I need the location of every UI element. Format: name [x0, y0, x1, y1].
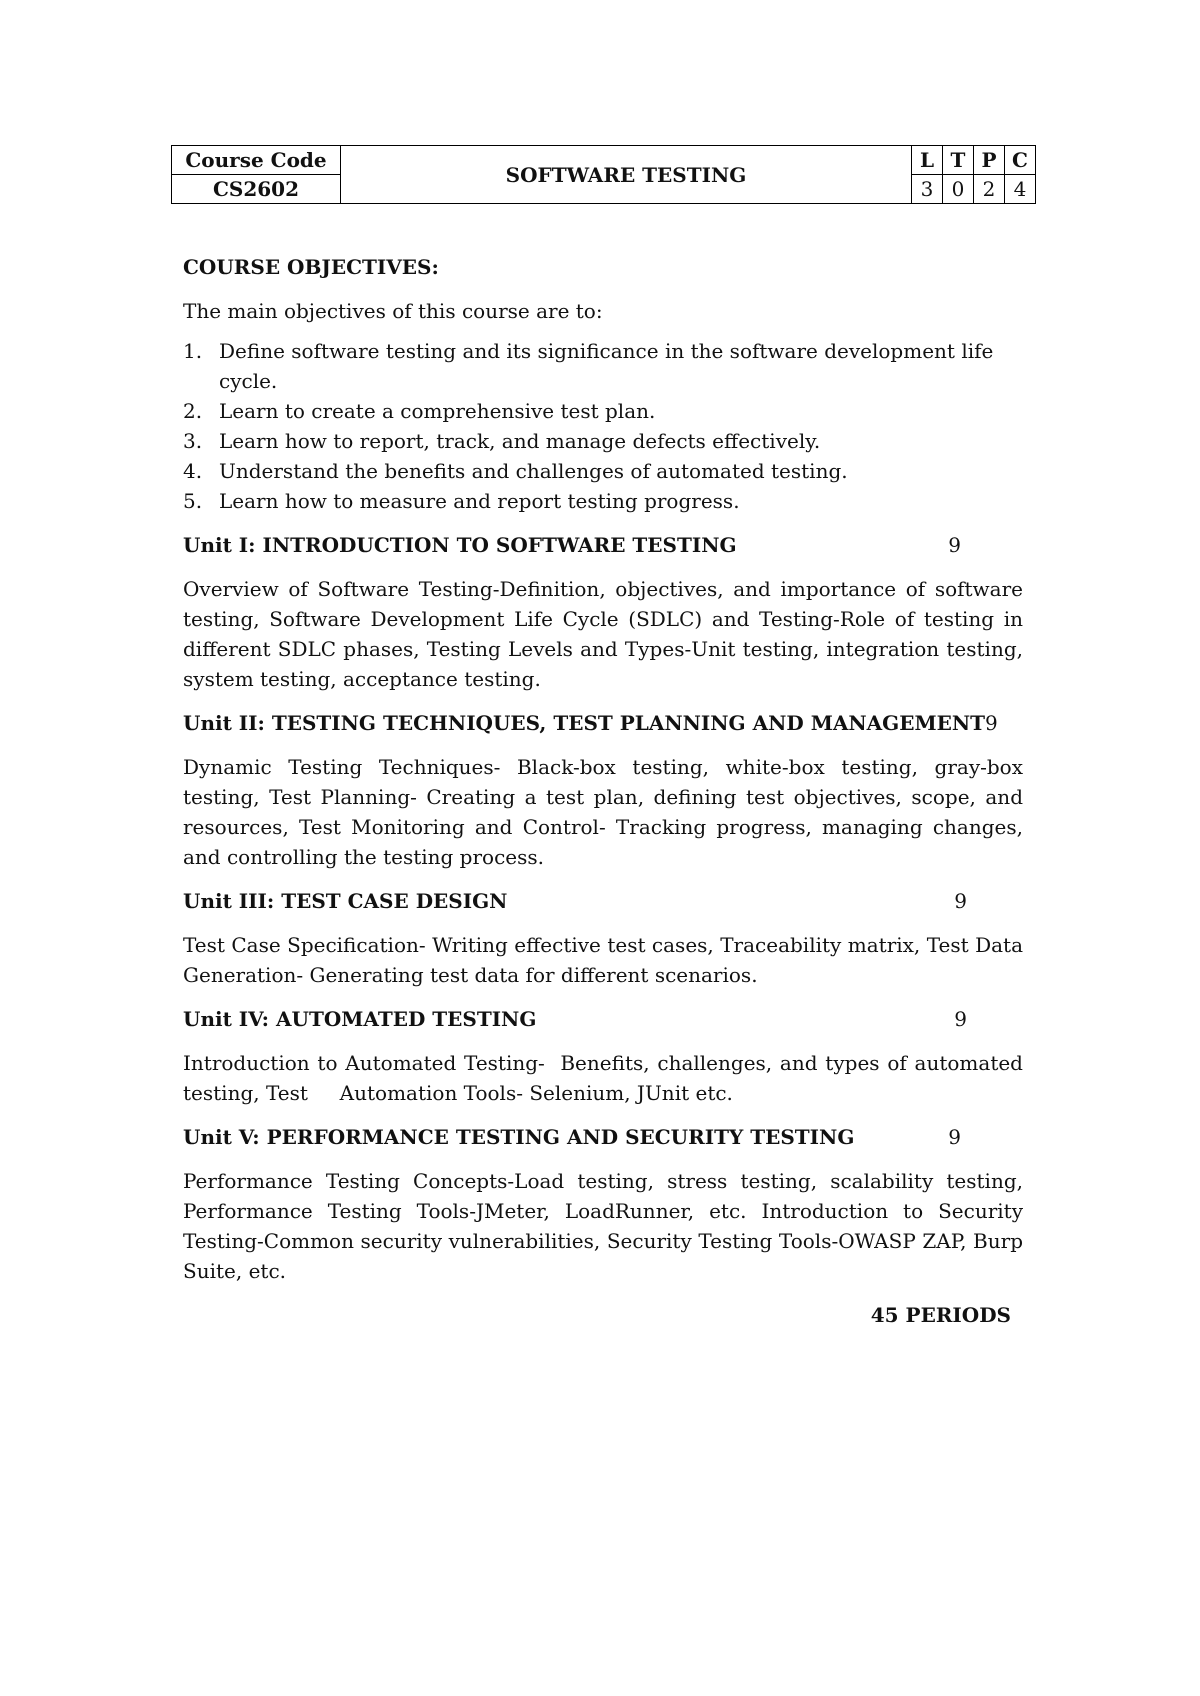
objective-text: Learn how to report, track, and manage defects effectively. [219, 429, 821, 453]
unit-1-heading [183, 530, 1023, 560]
list-item [183, 486, 1023, 516]
unit-title: Unit IV: AUTOMATED TESTING [183, 1007, 537, 1031]
objectives-list [183, 336, 1023, 516]
ltpc-value-c: 4 [1005, 175, 1036, 204]
unit-1-body: Overview of Software Testing-Definition, objectives, and importance of software testing, Software Development Life Cycle (SDLC) and Testing-Role of testing in different SDLC phases, Testing Levels and Types-Unit testing, integration testing, system testing, acceptance testing. [183, 577, 1023, 691]
objective-text: Understand the benefits and challenges of automated testing. [219, 459, 848, 483]
total-periods: 45 PERIODS [870, 1303, 1011, 1327]
unit-hours: 9 [948, 1125, 961, 1149]
ltpc-value-p: 2 [974, 175, 1005, 204]
course-code-label: Course Code [172, 146, 341, 175]
objective-number: 2. [183, 399, 203, 423]
objective-text: Learn how to measure and report testing progress. [219, 489, 740, 513]
ltpc-value-t: 0 [943, 175, 974, 204]
objective-number: 5. [183, 489, 203, 513]
objectives-heading: COURSE OBJECTIVES: [183, 255, 439, 279]
ltpc-value-l: 3 [912, 175, 943, 204]
objective-text: Learn to create a comprehensive test plan. [219, 399, 656, 423]
course-code: CS2602 [172, 175, 341, 204]
list-item [183, 426, 1023, 456]
unit-title: Unit II: TESTING TECHNIQUES, TEST PLANNING AND MANAGEMENT [183, 711, 986, 735]
unit-title: Unit V: PERFORMANCE TESTING AND SECURITY TESTING [183, 1125, 855, 1149]
list-item [183, 336, 1023, 396]
objective-text: Define software testing and its significance in the software development life cycle. [219, 339, 994, 393]
unit-3-body: Test Case Specification- Writing effective test cases, Traceability matrix, Test Data Generation- Generating test data for different scenarios. [183, 933, 1023, 987]
unit-2-heading [183, 708, 1023, 738]
syllabus-content [183, 252, 1030, 1330]
unit-title: Unit III: TEST CASE DESIGN [183, 889, 508, 913]
objective-number: 1. [183, 339, 203, 363]
unit-title: Unit I: INTRODUCTION TO SOFTWARE TESTING [183, 533, 737, 557]
objectives-intro: The main objectives of this course are to: [183, 299, 603, 323]
ltpc-header-c: C [1005, 146, 1036, 175]
unit-3-heading [183, 886, 1023, 916]
objective-number: 4. [183, 459, 203, 483]
unit-hours: 9 [948, 533, 961, 557]
unit-2-body: Dynamic Testing Techniques- Black-box testing, white-box testing, gray-box testing, Test Planning- Creating a test plan, defining test objectives, scope, and resources, Test Monitoring and Control- Tracking progress, managing changes, and controlling the testing process. [183, 755, 1023, 869]
unit-5-heading [183, 1122, 1023, 1152]
ltpc-header-p: P [974, 146, 1005, 175]
unit-5-body: Performance Testing Concepts-Load testing, stress testing, scalability testing, Performance Testing Tools-JMeter, LoadRunner, etc. Introduction to Security Testing-Common security vulnerabilities, Security Testing Tools-OWASP ZAP, Burp Suite, etc. [183, 1169, 1023, 1283]
unit-hours: 9 [954, 1007, 967, 1031]
ltpc-header-l: L [912, 146, 943, 175]
unit-4-heading [183, 1004, 1023, 1034]
unit-hours: 9 [985, 711, 998, 735]
unit-4-body: Introduction to Automated Testing- Benefits, challenges, and types of automated testing, Test Automation Tools- Selenium, JUnit etc. [183, 1051, 1030, 1105]
list-item [183, 456, 1023, 486]
ltpc-header-t: T [943, 146, 974, 175]
course-title: SOFTWARE TESTING [341, 146, 912, 204]
unit-hours: 9 [954, 889, 967, 913]
objective-number: 3. [183, 429, 203, 453]
list-item [183, 396, 1023, 426]
course-header-table [171, 145, 1036, 204]
